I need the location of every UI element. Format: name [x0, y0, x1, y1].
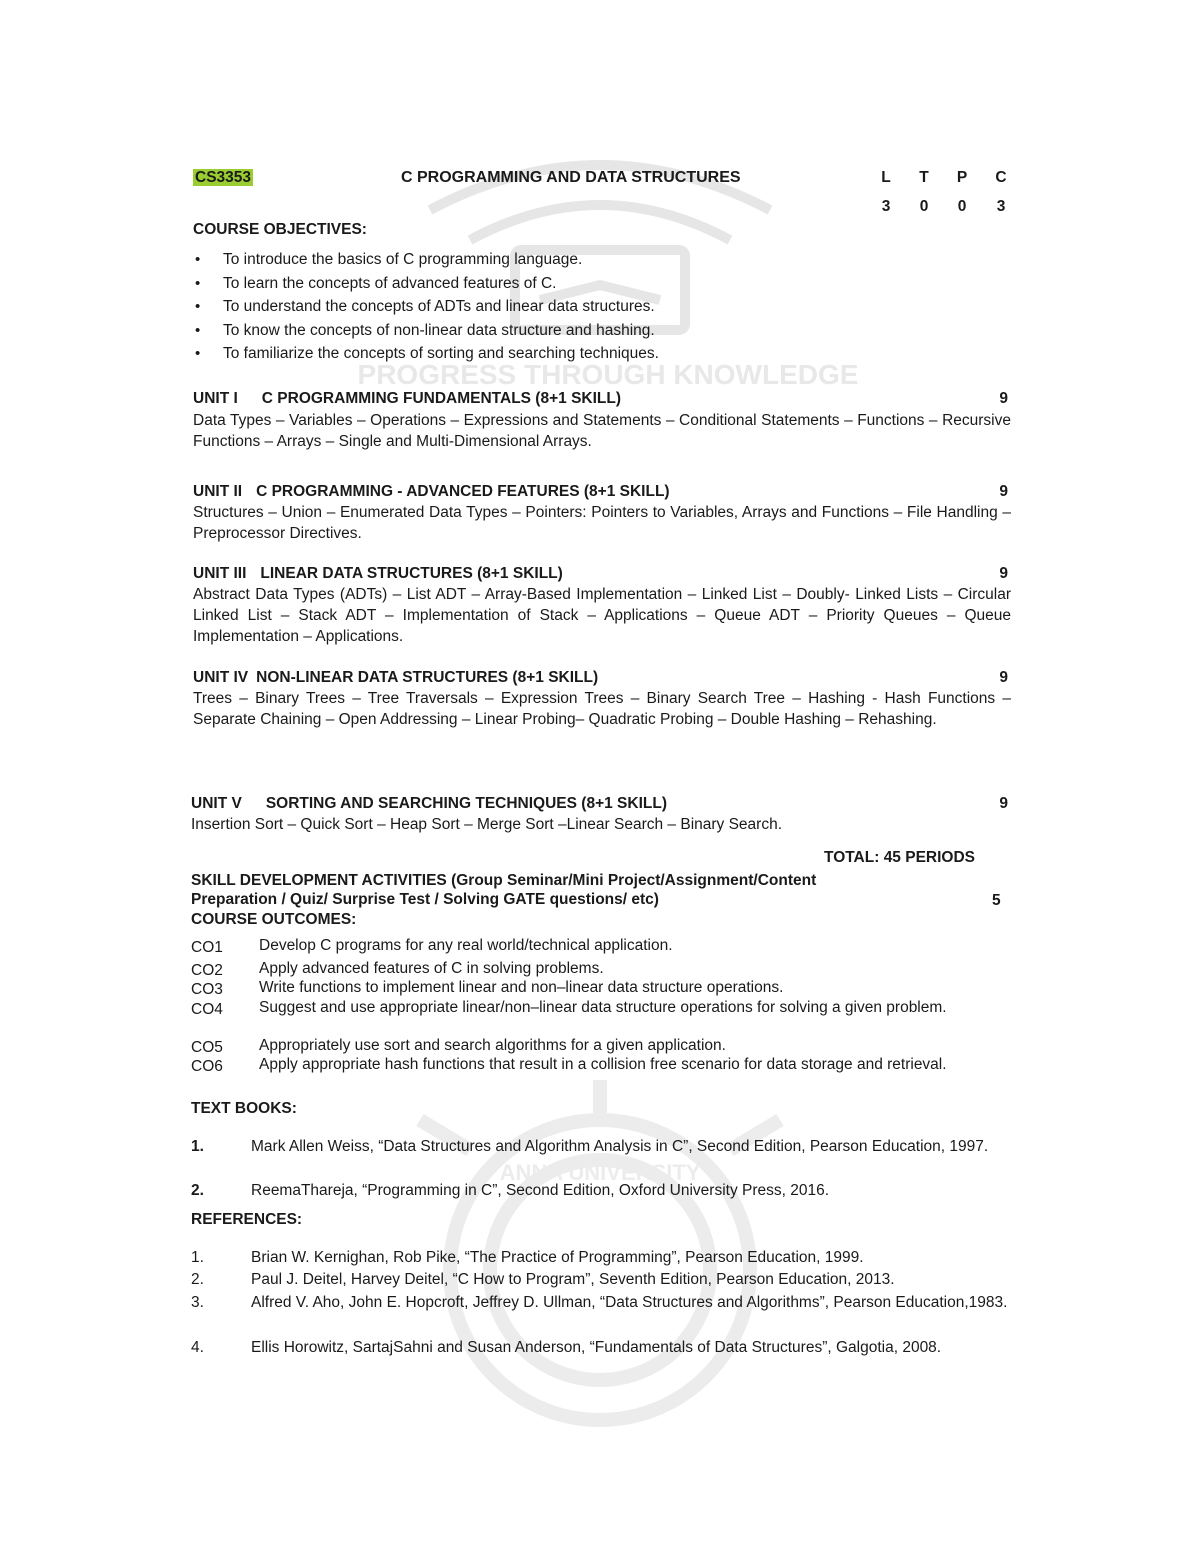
unit-4-heading: [193, 667, 598, 688]
unit-5-content: Insertion Sort – Quick Sort – Heap Sort – Merge Sort –Linear Search – Binary Search.: [191, 816, 783, 833]
outcome-code: CO4: [191, 1001, 223, 1018]
reference-number: 1.: [191, 1249, 204, 1266]
reference-text: Alfred V. Aho, John E. Hopcroft, Jeffrey D. Ullman, “Data Structures and Algorithms”, Pearson Education,1983.: [251, 1294, 1008, 1311]
objective-item: • To learn the concepts of advanced features of C.: [193, 272, 659, 296]
unit-title: NON-LINEAR DATA STRUCTURES (8+1 SKILL): [256, 669, 599, 686]
watermark-seal-text: ANNA UNIVERSITY: [499, 1160, 701, 1185]
outcome-code: CO6: [191, 1058, 223, 1075]
ltpc-header-c: C: [995, 169, 1007, 186]
course-code: [193, 167, 253, 188]
unit-title: C PROGRAMMING - ADVANCED FEATURES (8+1 SKILL): [256, 483, 670, 500]
textbook-text: ReemaThareja, “Programming in C”, Second Edition, Oxford University Press, 2016.: [251, 1182, 830, 1199]
outcome-code: CO5: [191, 1039, 223, 1056]
outcome-text: Apply appropriate hash functions that result in a collision free scenario for data storage and retrieval.: [259, 1056, 947, 1073]
ltpc-value-t: 0: [919, 198, 929, 215]
skill-details-line2: Preparation / Quiz/ Surprise Test / Solving GATE questions/ etc): [191, 891, 659, 908]
unit-1-content: Data Types – Variables – Operations – Expressions and Statements – Conditional Statements – Functions – Recursive Functions – Arrays – Single and Multi-Dimensional Arrays.: [193, 412, 1011, 450]
skill-details-line1: (Group Seminar/Mini Project/Assignment/Content: [451, 872, 817, 889]
unit-5-hours: 9: [999, 795, 1008, 812]
unit-2-hours: 9: [999, 483, 1008, 500]
ltpc-value-p: 0: [957, 198, 967, 215]
textbook-number: 1.: [191, 1138, 204, 1155]
unit-title: C PROGRAMMING FUNDAMENTALS (8+1 SKILL): [261, 390, 622, 407]
outcome-code: CO2: [191, 962, 223, 979]
ltpc-header-t: T: [919, 169, 929, 186]
outcome-text: Develop C programs for any real world/technical application.: [259, 937, 673, 954]
unit-title: LINEAR DATA STRUCTURES (8+1 SKILL): [260, 565, 563, 582]
objective-item: • To familiarize the concepts of sorting and searching techniques.: [193, 342, 659, 366]
watermark-motto: PROGRESS THROUGH KNOWLEDGE: [357, 359, 859, 390]
reference-text: Ellis Horowitz, SartajSahni and Susan Anderson, “Fundamentals of Data Structures”, Galgotia, 2008.: [251, 1339, 942, 1356]
unit-4-hours: 9: [999, 669, 1008, 686]
unit-label: UNIT V: [191, 795, 242, 812]
unit-4-content: Trees – Binary Trees – Tree Traversals – Expression Trees – Binary Search Tree – Hashing - Hash Functions – Separate Chaining – Open Addressing – Linear Probing– Quadratic Probing – Double Hashing – Rehashing.: [193, 690, 1011, 728]
outcome-text: Apply advanced features of C in solving problems.: [259, 960, 604, 977]
unit-2-heading: [193, 481, 670, 502]
unit-3-heading: [193, 563, 563, 584]
course-title: C PROGRAMMING AND DATA STRUCTURES: [401, 169, 741, 186]
unit-3-content: Abstract Data Types (ADTs) – List ADT – Array-Based Implementation – Linked List – Doubly- Linked Lists – Circular Linked List – Stack ADT – Implementation of Stack – Applications – Queue ADT – Priority Queues – Queue Implementation – Applications.: [193, 586, 1011, 645]
outcome-text: Write functions to implement linear and non–linear data structure operations.: [259, 979, 784, 996]
objective-item: • To understand the concepts of ADTs and linear data structures.: [193, 295, 659, 319]
unit-label: UNIT I: [193, 390, 238, 407]
skill-development-heading: [191, 871, 816, 909]
unit-title: SORTING AND SEARCHING TECHNIQUES (8+1 SKILL): [265, 795, 667, 812]
skill-hours: 5: [992, 892, 1001, 909]
outcome-text: Appropriately use sort and search algorithms for a given application.: [259, 1037, 726, 1054]
textbook-number: 2.: [191, 1182, 204, 1199]
outcome-text: Suggest and use appropriate linear/non–linear data structure operations for solving a given problem.: [259, 999, 947, 1016]
unit-label: UNIT II: [193, 483, 243, 500]
reference-number: 4.: [191, 1339, 204, 1356]
total-periods: TOTAL: 45 PERIODS: [824, 849, 976, 866]
ltpc-header-p: P: [956, 169, 968, 186]
skill-title: SKILL DEVELOPMENT ACTIVITIES: [191, 872, 447, 889]
references-heading: REFERENCES:: [191, 1211, 303, 1228]
outcome-code: CO1: [191, 939, 223, 956]
ltpc-header-l: L: [881, 169, 891, 186]
reference-text: Brian W. Kernighan, Rob Pike, “The Practice of Programming”, Pearson Education, 1999.: [251, 1249, 864, 1266]
textbook-text: Mark Allen Weiss, “Data Structures and Algorithm Analysis in C”, Second Edition, Pearson Education, 1997.: [251, 1138, 989, 1155]
unit-1-hours: 9: [999, 390, 1008, 407]
reference-text: Paul J. Deitel, Harvey Deitel, “C How to Program”, Seventh Edition, Pearson Education, 2013.: [251, 1271, 895, 1288]
unit-2-content: Structures – Union – Enumerated Data Types – Pointers: Pointers to Variables, Arrays and Functions – File Handling – Preprocessor Directives.: [193, 504, 1011, 542]
objective-item: • To introduce the basics of C programming language.: [193, 248, 659, 272]
outcomes-heading: COURSE OUTCOMES:: [191, 911, 357, 928]
unit-3-hours: 9: [999, 565, 1008, 582]
objective-item: • To know the concepts of non-linear data structure and hashing.: [193, 319, 659, 343]
objectives-heading: COURSE OBJECTIVES:: [193, 221, 367, 238]
ltpc-value-c: 3: [996, 198, 1006, 215]
reference-number: 3.: [191, 1294, 204, 1311]
unit-1-heading: [193, 388, 621, 409]
objectives-list: [193, 248, 659, 366]
course-code-highlight: CS3353: [195, 169, 252, 186]
outcome-code: CO3: [191, 981, 223, 998]
unit-label: UNIT III: [193, 565, 247, 582]
textbooks-heading: TEXT BOOKS:: [191, 1100, 297, 1117]
unit-label: UNIT IV: [193, 669, 249, 686]
reference-number: 2.: [191, 1271, 204, 1288]
ltpc-value-l: 3: [881, 198, 891, 215]
unit-5-heading: [191, 793, 667, 814]
